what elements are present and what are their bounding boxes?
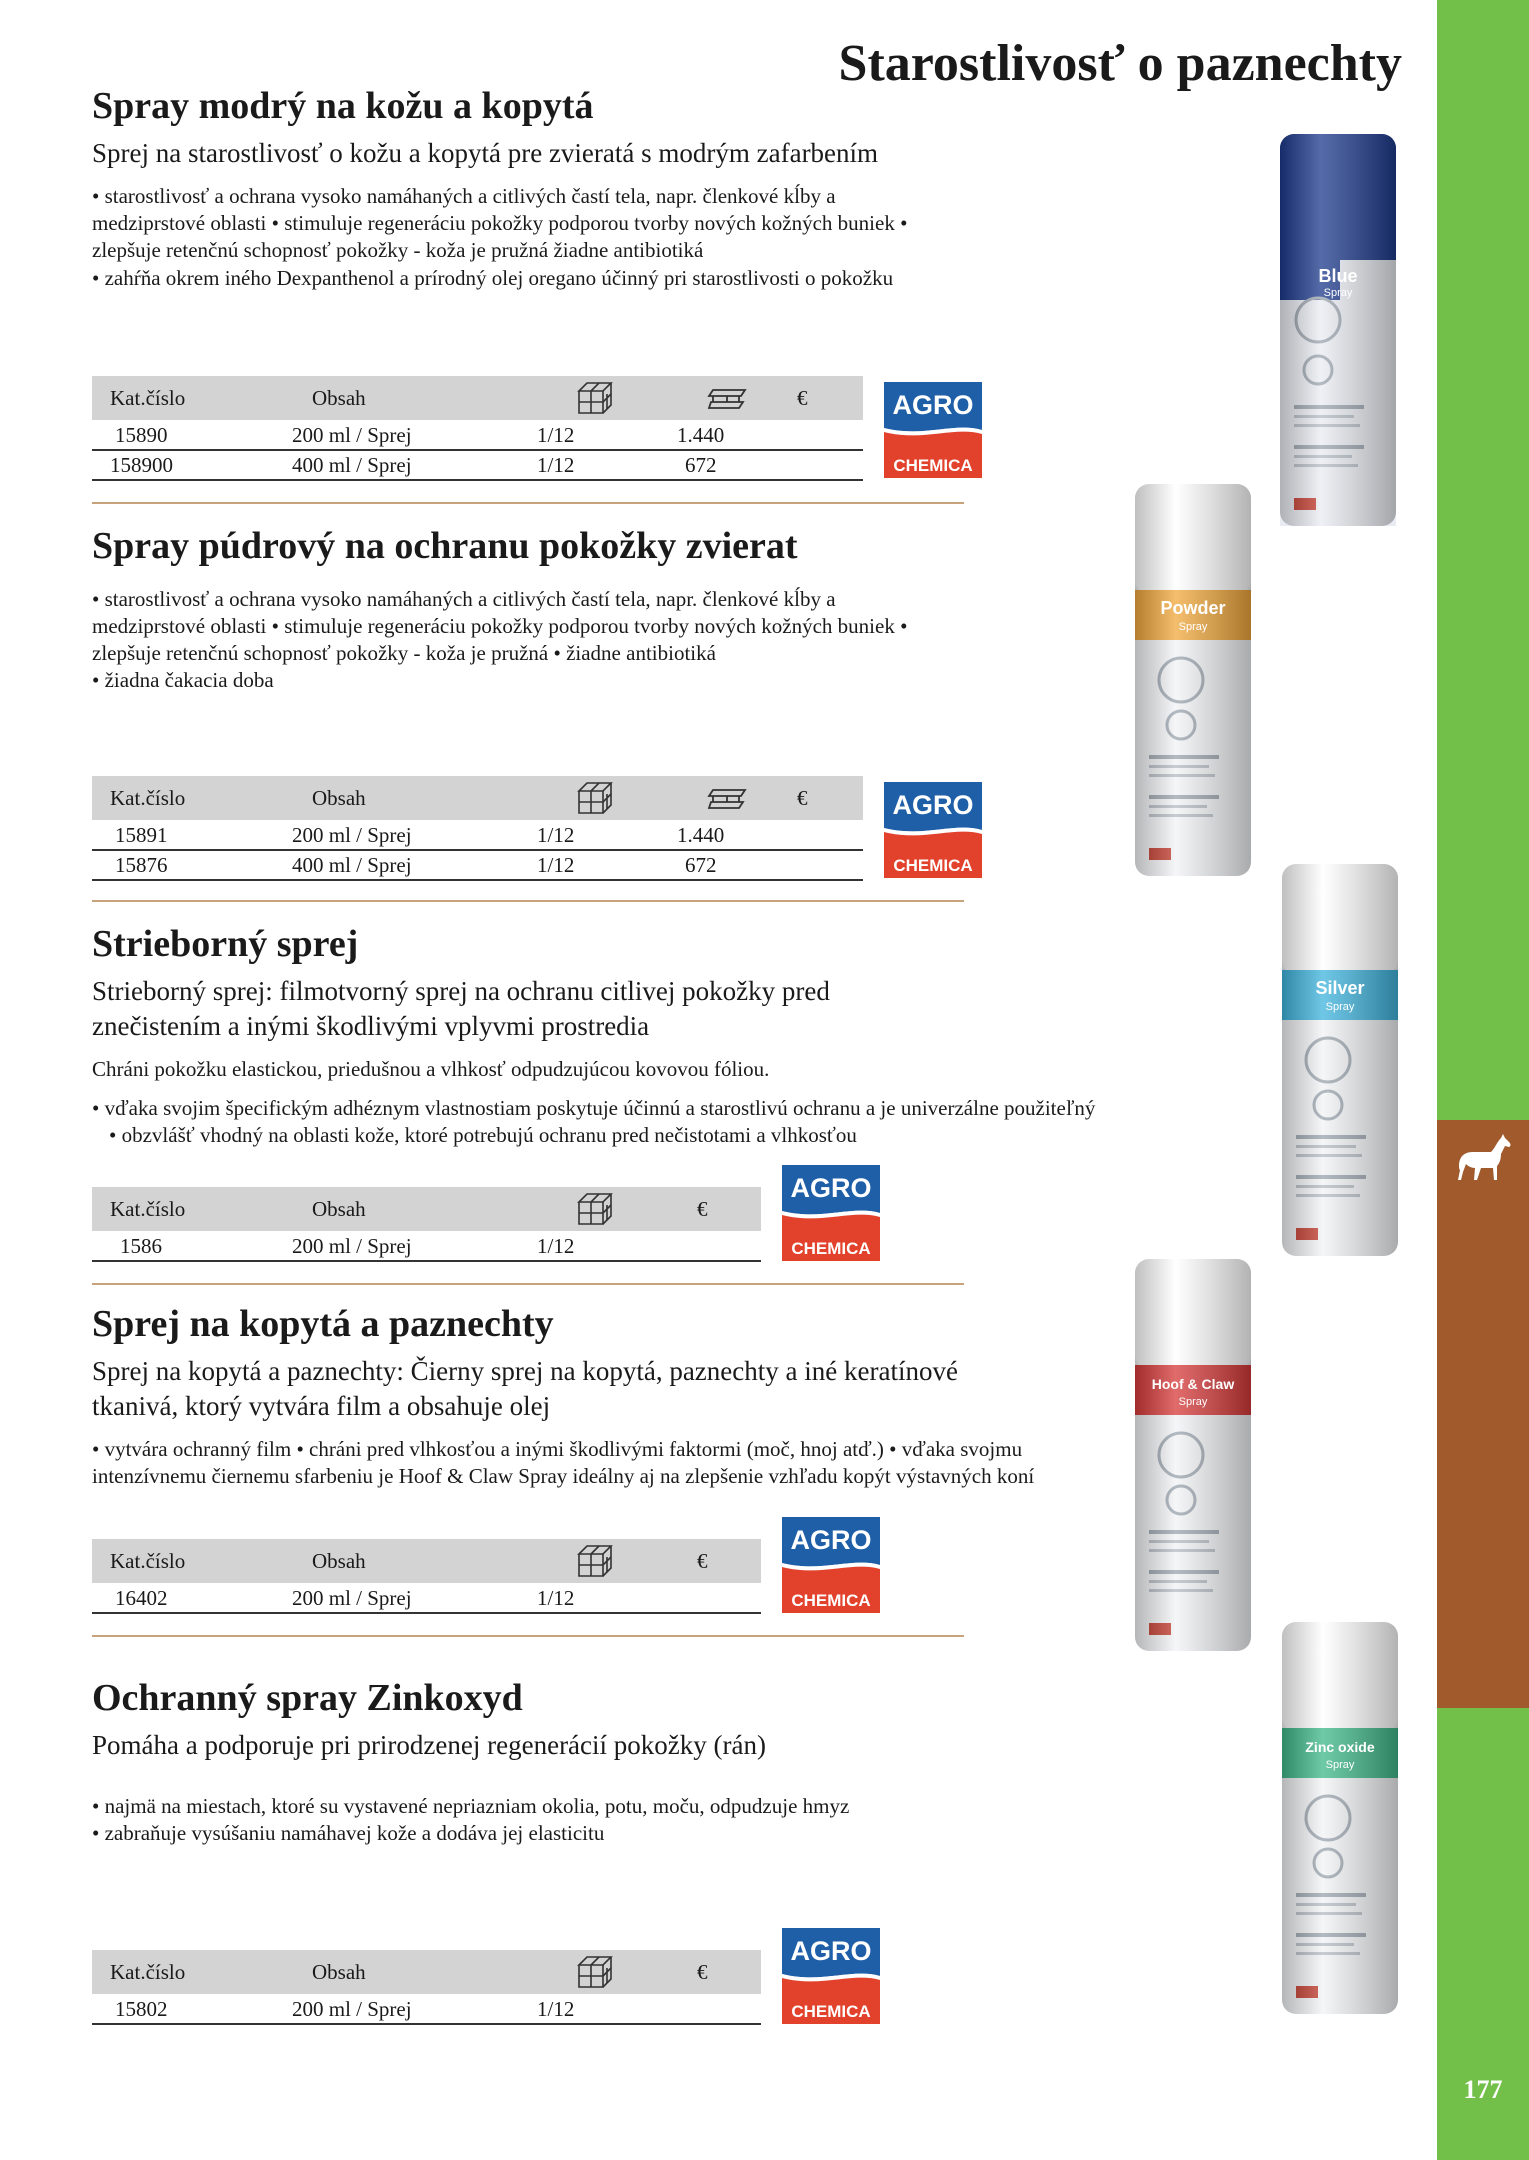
cell-kat: 15891 (92, 820, 292, 850)
spray-can-powder (1133, 480, 1253, 885)
table-row (92, 1583, 761, 1613)
cell-pack: 1/12 (537, 1231, 637, 1261)
table-header-row (92, 776, 863, 820)
agro-chemica-logo-graphic (782, 1928, 880, 2024)
spray-can-blue (1278, 130, 1398, 535)
cell-kat: 15890 (92, 420, 292, 450)
description-paragraph: • najmä na miestach, ktoré su vystavené nepriazniam okolia, potu, moču, odpudzuje hmyz (92, 1793, 850, 1818)
description-paragraph: • vytvára ochranný film • chráni pred vlhkosťou a inými škodlivými faktormi (moč, hnoj atď.) • vďaka svojmu intenzívnemu čiernemu sfarbeniu je Hoof & Claw Spray ideálny aj na zlepšenie vzhľadu kopýt výstavných koní (92, 1436, 1035, 1489)
product-subtitle: Pomáha a podporuje pri prirodzenej regenerácií pokožky (rán) (92, 1729, 766, 1760)
col-header-pallet (637, 776, 797, 820)
can-label: Blue (1318, 266, 1358, 286)
product-description (92, 183, 927, 292)
logo-text-agro: AGRO (892, 790, 974, 820)
table-header-row (92, 1539, 761, 1583)
spray-can-graphic (1280, 1618, 1400, 2018)
product-table (92, 1187, 761, 1262)
product-title: Spray púdrový na ochranu pokožky zvierat (92, 525, 798, 567)
table-header-row (92, 1950, 761, 1994)
section-separator (92, 900, 964, 902)
cell-pack: 1/12 (537, 850, 637, 880)
cell-kat: 1586 (92, 1231, 292, 1261)
col-header-kat: Kat.číslo (92, 376, 292, 420)
col-header-price: € (637, 1950, 761, 1994)
section-separator (92, 502, 964, 504)
spray-can-silver (1280, 860, 1400, 1265)
table-row (92, 420, 863, 450)
horse-icon (1451, 1126, 1515, 1190)
description-paragraph: • žiadna čakacia doba (92, 668, 274, 693)
product-subtitle: Sprej na starostlivosť o kožu a kopytá pre zvieratá s modrým zafarbením (92, 137, 879, 168)
col-header-kat: Kat.číslo (92, 1539, 292, 1583)
cell-price (637, 1994, 761, 2024)
cell-price (797, 820, 863, 850)
agro-chemica-logo-graphic (884, 382, 982, 478)
cell-price (797, 850, 863, 880)
cell-pack: 1/12 (537, 420, 637, 450)
can-label: Powder (1160, 598, 1226, 618)
can-sublabel: Spray (1178, 621, 1208, 633)
col-header-pallet (637, 376, 797, 420)
right-sidebar (1437, 0, 1529, 2160)
description-paragraph: • zahŕňa okrem iného Dexpanthenol a prírodný olej oregano účinný pri starostlivosti o pokožku (92, 265, 894, 290)
cell-price (797, 420, 863, 450)
product-description (92, 586, 927, 695)
page-title: Starostlivosť o paznechty (838, 35, 1402, 92)
product-title: Strieborný sprej (92, 923, 359, 965)
product-section-blue-spray (92, 84, 1102, 292)
table-header-row (92, 376, 863, 420)
product-section-powder-spray (92, 524, 1102, 695)
col-header-kat: Kat.číslo (92, 1950, 292, 1994)
logo-text-agro: AGRO (790, 1173, 872, 1203)
product-subtitle: Strieborný sprej: filmotvorný sprej na ochranu citlivej pokožky pred znečistením a inými škodlivými vplyvmi prostredia (92, 975, 830, 1041)
col-header-price: € (637, 1187, 761, 1231)
logo-text-agro: AGRO (790, 1936, 872, 1966)
col-header-obsah: Obsah (292, 1539, 537, 1583)
logo-text-chemica: CHEMICA (791, 2002, 871, 2021)
cell-obsah: 400 ml / Sprej (292, 450, 537, 480)
cell-price (637, 1583, 761, 1613)
col-header-package (537, 1950, 637, 1994)
logo-text-chemica: CHEMICA (893, 456, 973, 475)
can-label: Hoof & Claw (1151, 1376, 1235, 1392)
col-header-package (537, 776, 637, 820)
product-description (92, 1436, 1057, 1491)
pallet-icon (707, 787, 747, 811)
cell-price (637, 1231, 761, 1261)
agro-chemica-logo-graphic (782, 1165, 880, 1261)
spray-can-hoof-claw (1133, 1255, 1253, 1660)
spray-can-graphic (1280, 860, 1400, 1260)
description-paragraph: Chráni pokožku elastickou, priedušnou a vlhkosť odpudzujúcou kovovou fóliou. (92, 1056, 770, 1081)
logo-text-chemica: CHEMICA (893, 856, 973, 875)
agro-chemica-logo (884, 382, 982, 478)
cell-price (797, 450, 863, 480)
product-table (92, 1950, 761, 2025)
pallet-icon (707, 387, 747, 411)
col-header-package (537, 1187, 637, 1231)
description-paragraph: • vďaka svojim špecifickým adhéznym vlastnostiam poskytuje účinnú a starostlivú ochranu a je univerzálne použiteľný • obzvlášť vhodný na oblasti kože, ktoré potrebujú ochranu pred nečistotami a vlhkosťou (92, 1096, 1096, 1148)
col-header-obsah: Obsah (292, 1187, 537, 1231)
sidebar-category-band (1437, 1120, 1529, 1708)
agro-chemica-logo (782, 1928, 880, 2024)
cell-pallet: 672 (637, 450, 797, 480)
box-icon (577, 781, 613, 815)
agro-chemica-logo (782, 1517, 880, 1613)
logo-text-agro: AGRO (892, 390, 974, 420)
table-header-row (92, 1187, 761, 1231)
cell-obsah: 200 ml / Sprej (292, 1583, 537, 1613)
product-title: Sprej na kopytá a paznechty (92, 1303, 554, 1345)
product-table (92, 1539, 761, 1614)
cell-obsah: 200 ml / Sprej (292, 1231, 537, 1261)
cell-obsah: 200 ml / Sprej (292, 820, 537, 850)
box-icon (577, 1192, 613, 1226)
col-header-obsah: Obsah (292, 376, 537, 420)
box-icon (577, 1544, 613, 1578)
cell-kat: 15876 (92, 850, 292, 880)
cell-pack: 1/12 (537, 1583, 637, 1613)
col-header-kat: Kat.číslo (92, 776, 292, 820)
product-title: Ochranný spray Zinkoxyd (92, 1677, 523, 1719)
col-header-price: € (797, 376, 863, 420)
page-number: 177 (1463, 2075, 1503, 2104)
logo-text-agro: AGRO (790, 1525, 872, 1555)
product-description (92, 1793, 1057, 1848)
description-paragraph: • zabraňuje vysúšaniu namáhavej kože a dodáva jej elasticitu (92, 1820, 605, 1845)
col-header-package (537, 1539, 637, 1583)
col-header-obsah: Obsah (292, 776, 537, 820)
cell-obsah: 200 ml / Sprej (292, 1994, 537, 2024)
table-row (92, 820, 863, 850)
box-icon (577, 381, 613, 415)
can-sublabel: Spray (1325, 1759, 1355, 1771)
cell-kat: 15802 (92, 1994, 292, 2024)
cell-kat: 158900 (92, 450, 292, 480)
table-row (92, 450, 863, 480)
product-title: Spray modrý na kožu a kopytá (92, 85, 594, 127)
description-paragraph: • starostlivosť a ochrana vysoko namáhaných a citlivých častí tela, napr. členkové kĺby a medziprstové oblasti • stimuluje regeneráciu pokožky podporou tvorby nových kožných buniek • zlepšuje retenčnú schopnosť pokožky - koža je pružná • žiadne antibiotiká (92, 586, 908, 666)
product-description (92, 1056, 1102, 1150)
spray-can-graphic (1133, 1255, 1253, 1655)
spray-can-zinc-oxide (1280, 1618, 1400, 2023)
product-table (92, 776, 863, 881)
can-sublabel: Spray (1323, 287, 1353, 299)
product-subtitle: Sprej na kopytá a paznechty: Čierny sprej na kopytá, paznechty a iné keratínové tkanivá, ktorý vytvára film a obsahuje olej (92, 1355, 958, 1421)
box-icon (577, 1955, 613, 1989)
product-section-silver-spray (92, 922, 1102, 1150)
col-header-price: € (637, 1539, 761, 1583)
section-separator (92, 1635, 964, 1637)
cell-pallet: 1.440 (637, 420, 797, 450)
col-header-kat: Kat.číslo (92, 1187, 292, 1231)
cell-pallet: 672 (637, 850, 797, 880)
col-header-price: € (797, 776, 863, 820)
table-row (92, 1994, 761, 2024)
product-section-zinc-oxide-spray (92, 1676, 1102, 1847)
agro-chemica-logo (782, 1165, 880, 1261)
logo-text-chemica: CHEMICA (791, 1591, 871, 1610)
can-label: Zinc oxide (1305, 1739, 1375, 1755)
can-sublabel: Spray (1178, 1396, 1208, 1408)
col-header-package (537, 376, 637, 420)
agro-chemica-logo (884, 782, 982, 878)
cell-pack: 1/12 (537, 450, 637, 480)
cell-pack: 1/12 (537, 1994, 637, 2024)
cell-pack: 1/12 (537, 820, 637, 850)
spray-can-graphic (1278, 130, 1398, 530)
description-paragraph: • starostlivosť a ochrana vysoko namáhaných a citlivých častí tela, napr. členkové kĺby a medziprstové oblasti • stimuluje regeneráciu pokožky podporou tvorby nových kožných buniek • zlepšuje retenčnú schopnosť pokožky - koža je pružná žiadne antibiotiká (92, 183, 908, 263)
agro-chemica-logo-graphic (884, 782, 982, 878)
can-label: Silver (1315, 978, 1365, 998)
table-row (92, 850, 863, 880)
can-sublabel: Spray (1325, 1001, 1355, 1013)
product-table (92, 376, 863, 481)
col-header-obsah: Obsah (292, 1950, 537, 1994)
section-separator (92, 1283, 964, 1285)
cell-pallet: 1.440 (637, 820, 797, 850)
logo-text-chemica: CHEMICA (791, 1239, 871, 1258)
cell-obsah: 200 ml / Sprej (292, 420, 537, 450)
cell-kat: 16402 (92, 1583, 292, 1613)
product-section-hoof-claw-spray (92, 1302, 1102, 1490)
spray-can-graphic (1133, 480, 1253, 880)
cell-obsah: 400 ml / Sprej (292, 850, 537, 880)
agro-chemica-logo-graphic (782, 1517, 880, 1613)
table-row (92, 1231, 761, 1261)
